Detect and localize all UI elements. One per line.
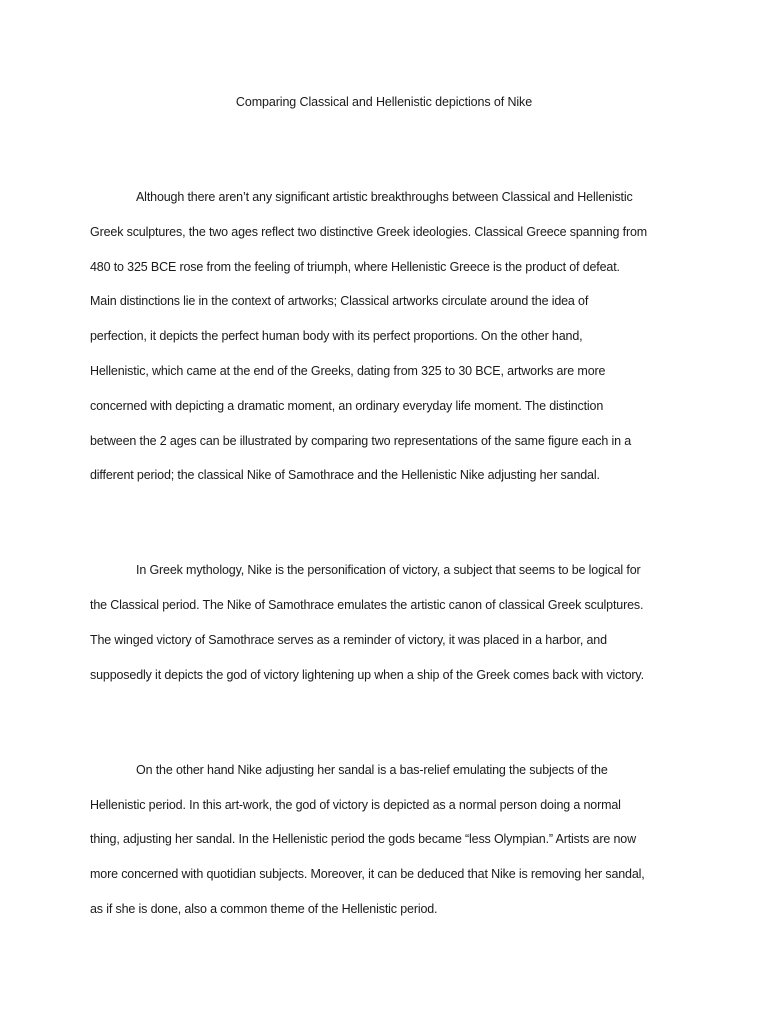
paragraph-1-line-9: different period; the classical Nike of Samothrace and the Hellenistic Nike adjusting her sandal. — [90, 468, 600, 482]
paragraph-2-line-2: the Classical period. The Nike of Samothrace emulates the artistic canon of classical Greek sculptures. — [90, 598, 644, 612]
paragraph-2-line-4: supposedly it depicts the god of victory lightening up when a ship of the Greek comes back with victory. — [90, 668, 644, 682]
paragraph-1-line-7: concerned with depicting a dramatic moment, an ordinary everyday life moment. The distinction — [90, 399, 604, 413]
paragraph-1-line-1: Although there aren’t any significant artistic breakthroughs between Classical and Hellenistic — [136, 190, 633, 204]
paragraph-3-line-1: On the other hand Nike adjusting her sandal is a bas-relief emulating the subjects of the — [136, 763, 608, 777]
paragraph-3-line-4: more concerned with quotidian subjects. Moreover, it can be deduced that Nike is removing her sandal, — [90, 867, 645, 881]
paragraph-1-line-8: between the 2 ages can be illustrated by comparing two representations of the same figure each in a — [90, 434, 632, 448]
document-title: Comparing Classical and Hellenistic depictions of Nike — [235, 95, 533, 109]
paragraph-3-line-5: as if she is done, also a common theme of the Hellenistic period. — [90, 902, 438, 916]
paragraph-1-line-6: Hellenistic, which came at the end of the Greeks, dating from 325 to 30 BCE, artworks are more — [90, 364, 606, 378]
paragraph-2-line-3: The winged victory of Samothrace serves as a reminder of victory, it was placed in a harbor, and — [90, 633, 607, 647]
paragraph-3-line-3: thing, adjusting her sandal. In the Hellenistic period the gods became “less Olympian.” Artists are now — [90, 832, 636, 846]
paragraph-2-line-1: In Greek mythology, Nike is the personification of victory, a subject that seems to be logical for — [136, 563, 641, 577]
paragraph-1-line-3: 480 to 325 BCE rose from the feeling of triumph, where Hellenistic Greece is the product of defeat. — [90, 260, 620, 274]
paragraph-1-line-5: perfection, it depicts the perfect human body with its perfect proportions. On the other hand, — [90, 329, 583, 343]
paragraph-3-line-2: Hellenistic period. In this art-work, the god of victory is depicted as a normal person doing a normal — [90, 798, 621, 812]
paragraph-1-line-2: Greek sculptures, the two ages reflect two distinctive Greek ideologies. Classical Greece spanning from — [90, 225, 648, 239]
paragraph-1-line-4: Main distinctions lie in the context of artworks; Classical artworks circulate around the idea of — [90, 294, 589, 308]
